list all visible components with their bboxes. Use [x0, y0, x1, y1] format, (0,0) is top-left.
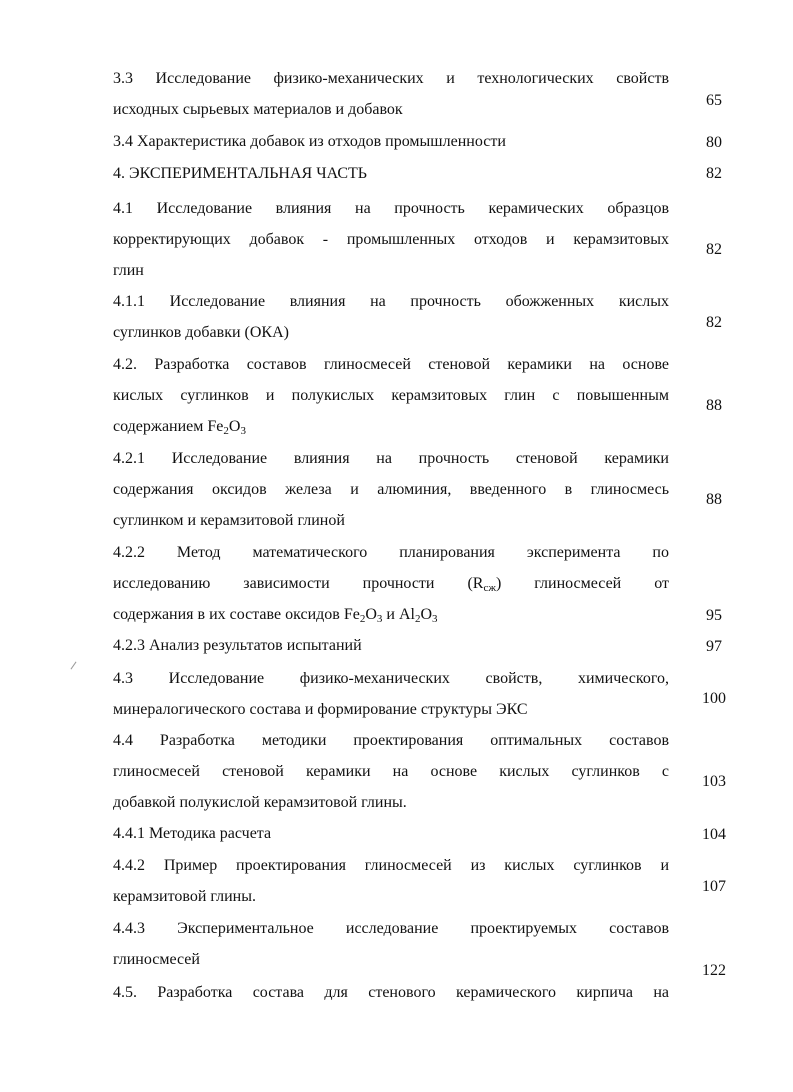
toc-entry-4-2-2: [113, 537, 669, 631]
toc-entry-4-2: [113, 349, 669, 443]
stray-mark: [71, 662, 77, 670]
toc-entry-text: 4.4.3 Экспериментальное исследование проектируемых составов: [113, 920, 669, 937]
toc-page-number: 88: [706, 491, 722, 508]
toc-entry-text: глиносмесей стеновой керамики на основе кислых суглинков с: [113, 763, 669, 781]
toc-entry-text: 4.2.3 Анализ результатов испытаний: [113, 637, 362, 654]
toc-entry-4-1-1: [113, 286, 669, 348]
toc-entry-4-2-1: [113, 443, 669, 537]
toc-entry-text: 4.1.1 Исследование влияния на прочность обожженных кислых: [113, 293, 669, 310]
toc-entry-text: 4.4 Разработка методики проектирования оптимальных составов: [113, 732, 669, 749]
toc-page-number: 97: [706, 638, 722, 655]
toc-entry-text: исследованию зависимости прочности $(R_{сж})$ глиносмесей от: [113, 575, 670, 595]
toc-entry-text: 4.4.1 Методика расчета: [113, 825, 272, 842]
toc-entry-text: 3.4 Характеристика добавок из отходов промышленности: [113, 133, 506, 150]
toc-entry-text: 4.5. Разработка состава для стенового керамического кирпича на: [113, 984, 669, 1001]
toc-entry-text: 4.3 Исследование физико-механических свойств, химического,: [113, 670, 669, 687]
toc-entry-text: 4.1 Исследование влияния на прочность керамических образцов: [113, 200, 669, 217]
toc-entry-text: минералогического состава и формирование структуры ЭКС: [113, 701, 528, 719]
toc-entry-text: глиносмесей: [113, 951, 200, 969]
toc-entry-text: корректирующих добавок - промышленных отходов и керамзитовых: [113, 231, 669, 249]
toc-entry-4: [113, 158, 669, 189]
toc-page-number: 100: [702, 690, 726, 707]
toc-page-number: 82: [706, 314, 722, 331]
toc-page-number: 65: [706, 92, 722, 109]
toc-entry-4-5: [113, 977, 669, 1008]
toc-entry-text: содержанием $Fe_2O_3$: [113, 418, 246, 438]
toc-entry-text: кислых суглинков и полукислых керамзитовых глин с повышенным: [113, 387, 669, 405]
toc-entry-4-4: [113, 725, 669, 819]
toc-entry-text: 4.2.2 Метод математического планирования эксперимента по: [113, 544, 669, 561]
toc-entry-text: добавкой полукислой керамзитовой глины.: [113, 794, 407, 812]
toc-page-number: 104: [702, 826, 726, 843]
toc-entry-4-4-1: [113, 818, 669, 849]
toc-page-number: 80: [706, 134, 722, 151]
toc-entry-4-1: [113, 193, 669, 287]
toc-entry-4-3: [113, 663, 669, 725]
toc-entry-4-4-3: [113, 913, 669, 975]
toc-entry-text: 4.2.1 Исследование влияния на прочность стеновой керамики: [113, 450, 669, 467]
toc-page-number: 95: [706, 607, 722, 624]
toc-entry-text: 4.4.2 Пример проектирования глиносмесей из кислых суглинков и: [113, 857, 669, 874]
toc-page-number: 88: [706, 397, 722, 414]
toc-entry-text: содержания в их составе оксидов $Fe_2O_3$ и $Al_2O_3$: [113, 606, 438, 626]
toc-entry-3-4: [113, 126, 669, 157]
toc-page-number: 122: [702, 962, 726, 979]
toc-entry-text: глин: [113, 262, 144, 280]
toc-page-number: 107: [702, 878, 726, 895]
toc-entry-text: суглинков добавки (ОКА): [113, 324, 289, 342]
toc-entry-text: суглинком и керамзитовой глиной: [113, 512, 345, 530]
toc-page-number: 82: [706, 241, 722, 258]
toc-entry-4-4-2: [113, 850, 669, 912]
toc-entry-3-3: [113, 63, 669, 125]
toc-entry-text: 4.2. Разработка составов глиносмесей стеновой керамики на основе: [113, 356, 669, 373]
toc-entry-text: содержания оксидов железа и алюминия, введенного в глиносмесь: [113, 481, 669, 499]
toc-page-number: 82: [706, 165, 722, 182]
toc-entry-text: исходных сырьевых материалов и добавок: [113, 101, 403, 119]
toc-entry-text: 4. ЭКСПЕРИМЕНТАЛЬНАЯ ЧАСТЬ: [113, 165, 367, 182]
toc-entry-text: 3.3 Исследование физико-механических и технологических свойств: [113, 70, 669, 87]
toc-entry-4-2-3: [113, 630, 669, 661]
toc-page-number: 103: [702, 773, 726, 790]
toc-entry-text: керамзитовой глины.: [113, 888, 256, 906]
